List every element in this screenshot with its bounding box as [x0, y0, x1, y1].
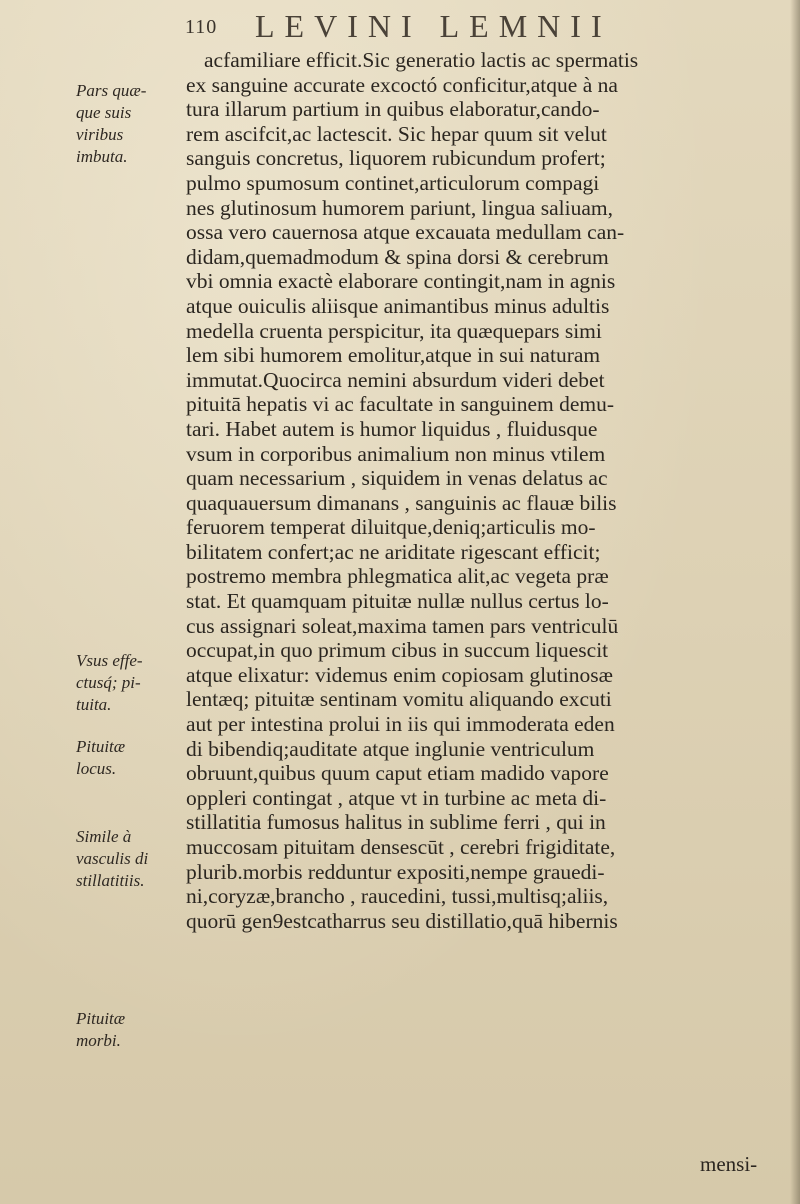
text-line: tari. Habet autem is humor liquidus , fluidusque: [186, 416, 598, 441]
catchword: mensi-: [700, 1152, 758, 1176]
text-line: stat. Et quamquam pituitæ nullæ nullus certus lo-: [186, 589, 609, 614]
text-line: pituitā hepatis vi ac facultate in sanguinem demu-: [186, 392, 615, 417]
text-line: ni,coryzæ,brancho , raucedini, tussi,multisq;aliis,: [186, 884, 609, 909]
margin-note: Pituitæ locus.: [76, 737, 126, 778]
text-line: medella cruenta perspicitur, ita quæquepars simi: [186, 318, 602, 343]
text-line: muccosam pituitam densescūt , cerebri frigiditate,: [186, 835, 616, 859]
text-line: stillatitia fumosus halitus in sublime ferri , qui in: [186, 810, 606, 835]
text-line: plurib.morbis redduntur expositi,nempe grauedi-: [186, 859, 605, 884]
margin-note: Vsus effe- ctusq́; pi- tuita.: [76, 651, 143, 714]
text-line: quorū gen9estcatharrus seu distillatio,quā hibernis: [186, 908, 618, 933]
text-line: immutat.Quocirca nemini absurdum videri debet: [186, 367, 605, 392]
text-line: atque elixatur: videmus enim copiosam glutinosæ: [186, 662, 613, 687]
text-line: lentæq; pituitæ sentinam vomitu aliquando excuti: [186, 687, 612, 712]
text-line: di bibendiq;auditate atque inglunie ventriculum: [186, 736, 595, 761]
page-header: [175, 6, 780, 42]
text-line: sanguis concretus, liquorem rubicundum profert;: [186, 146, 606, 171]
binding-edge: [790, 0, 800, 1204]
text-line: lem sibi humorem emolitur,atque in sui naturam: [186, 343, 601, 368]
text-line: vbi omnia exactè elaborare contingit,nam in agnis: [186, 269, 616, 294]
text-line: bilitatem confert;ac ne ariditate rigescant efficit;: [186, 539, 601, 564]
text-line: quaquauersum dimanans , sanguinis ac flauæ bilis: [186, 490, 617, 515]
text-line: feruorem temperat diluitque,deniq;articulis mo-: [186, 515, 596, 540]
text-line: obruunt,quibus quum caput etiam madido vapore: [186, 761, 609, 786]
text-line: acfamiliare efficit.Sic generatio lactis ac spermatis: [204, 48, 639, 72]
text-line: cus assignari soleat,maxima tamen pars ventriculū: [186, 613, 619, 638]
margin-note: Simile à vasculis di stillatitiis.: [76, 827, 149, 890]
text-line: nes glutinosum humorem pariunt, lingua saliuam,: [186, 195, 613, 220]
text-line: postremo membra phlegmatica alit,ac vegeta præ: [186, 564, 609, 589]
margin-notes: [0, 0, 175, 1204]
running-title: LEVINI LEMNII: [255, 8, 612, 44]
text-line: oppleri contingat , atque vt in turbine ac meta di-: [186, 785, 607, 810]
text-line: pulmo spumosum continet,articulorum compagi: [186, 170, 600, 195]
margin-note: Pituitæ morbi.: [76, 1009, 126, 1050]
body-text: [186, 48, 790, 933]
text-line: quam necessarium , siquidem in venas delatus ac: [186, 466, 608, 491]
margin-note: Pars quæ- que suis viribus imbuta.: [76, 81, 147, 166]
page-number: 110: [185, 16, 218, 38]
text-line: didam,quemadmodum & spina dorsi & cerebrum: [186, 244, 609, 269]
text-line: ossa vero cauernosa atque excauata medullam can-: [186, 220, 625, 245]
text-line: aut per intestina prolui in iis qui immoderata eden: [186, 712, 615, 737]
text-line: occupat,in quo primum cibus in succum liquescit: [186, 638, 609, 663]
text-line: ex sanguine accurate excoctó conficitur,atque à na: [186, 72, 618, 97]
text-line: atque ouiculis aliisque animantibus minus adultis: [186, 293, 610, 318]
text-line: vsum in corporibus animalium non minus vtilem: [186, 441, 606, 466]
text-line: tura illarum partium in quibus elaboratur,cando-: [186, 97, 600, 122]
text-line: rem ascifcit,ac lactescit. Sic hepar quum sit velut: [186, 121, 607, 146]
